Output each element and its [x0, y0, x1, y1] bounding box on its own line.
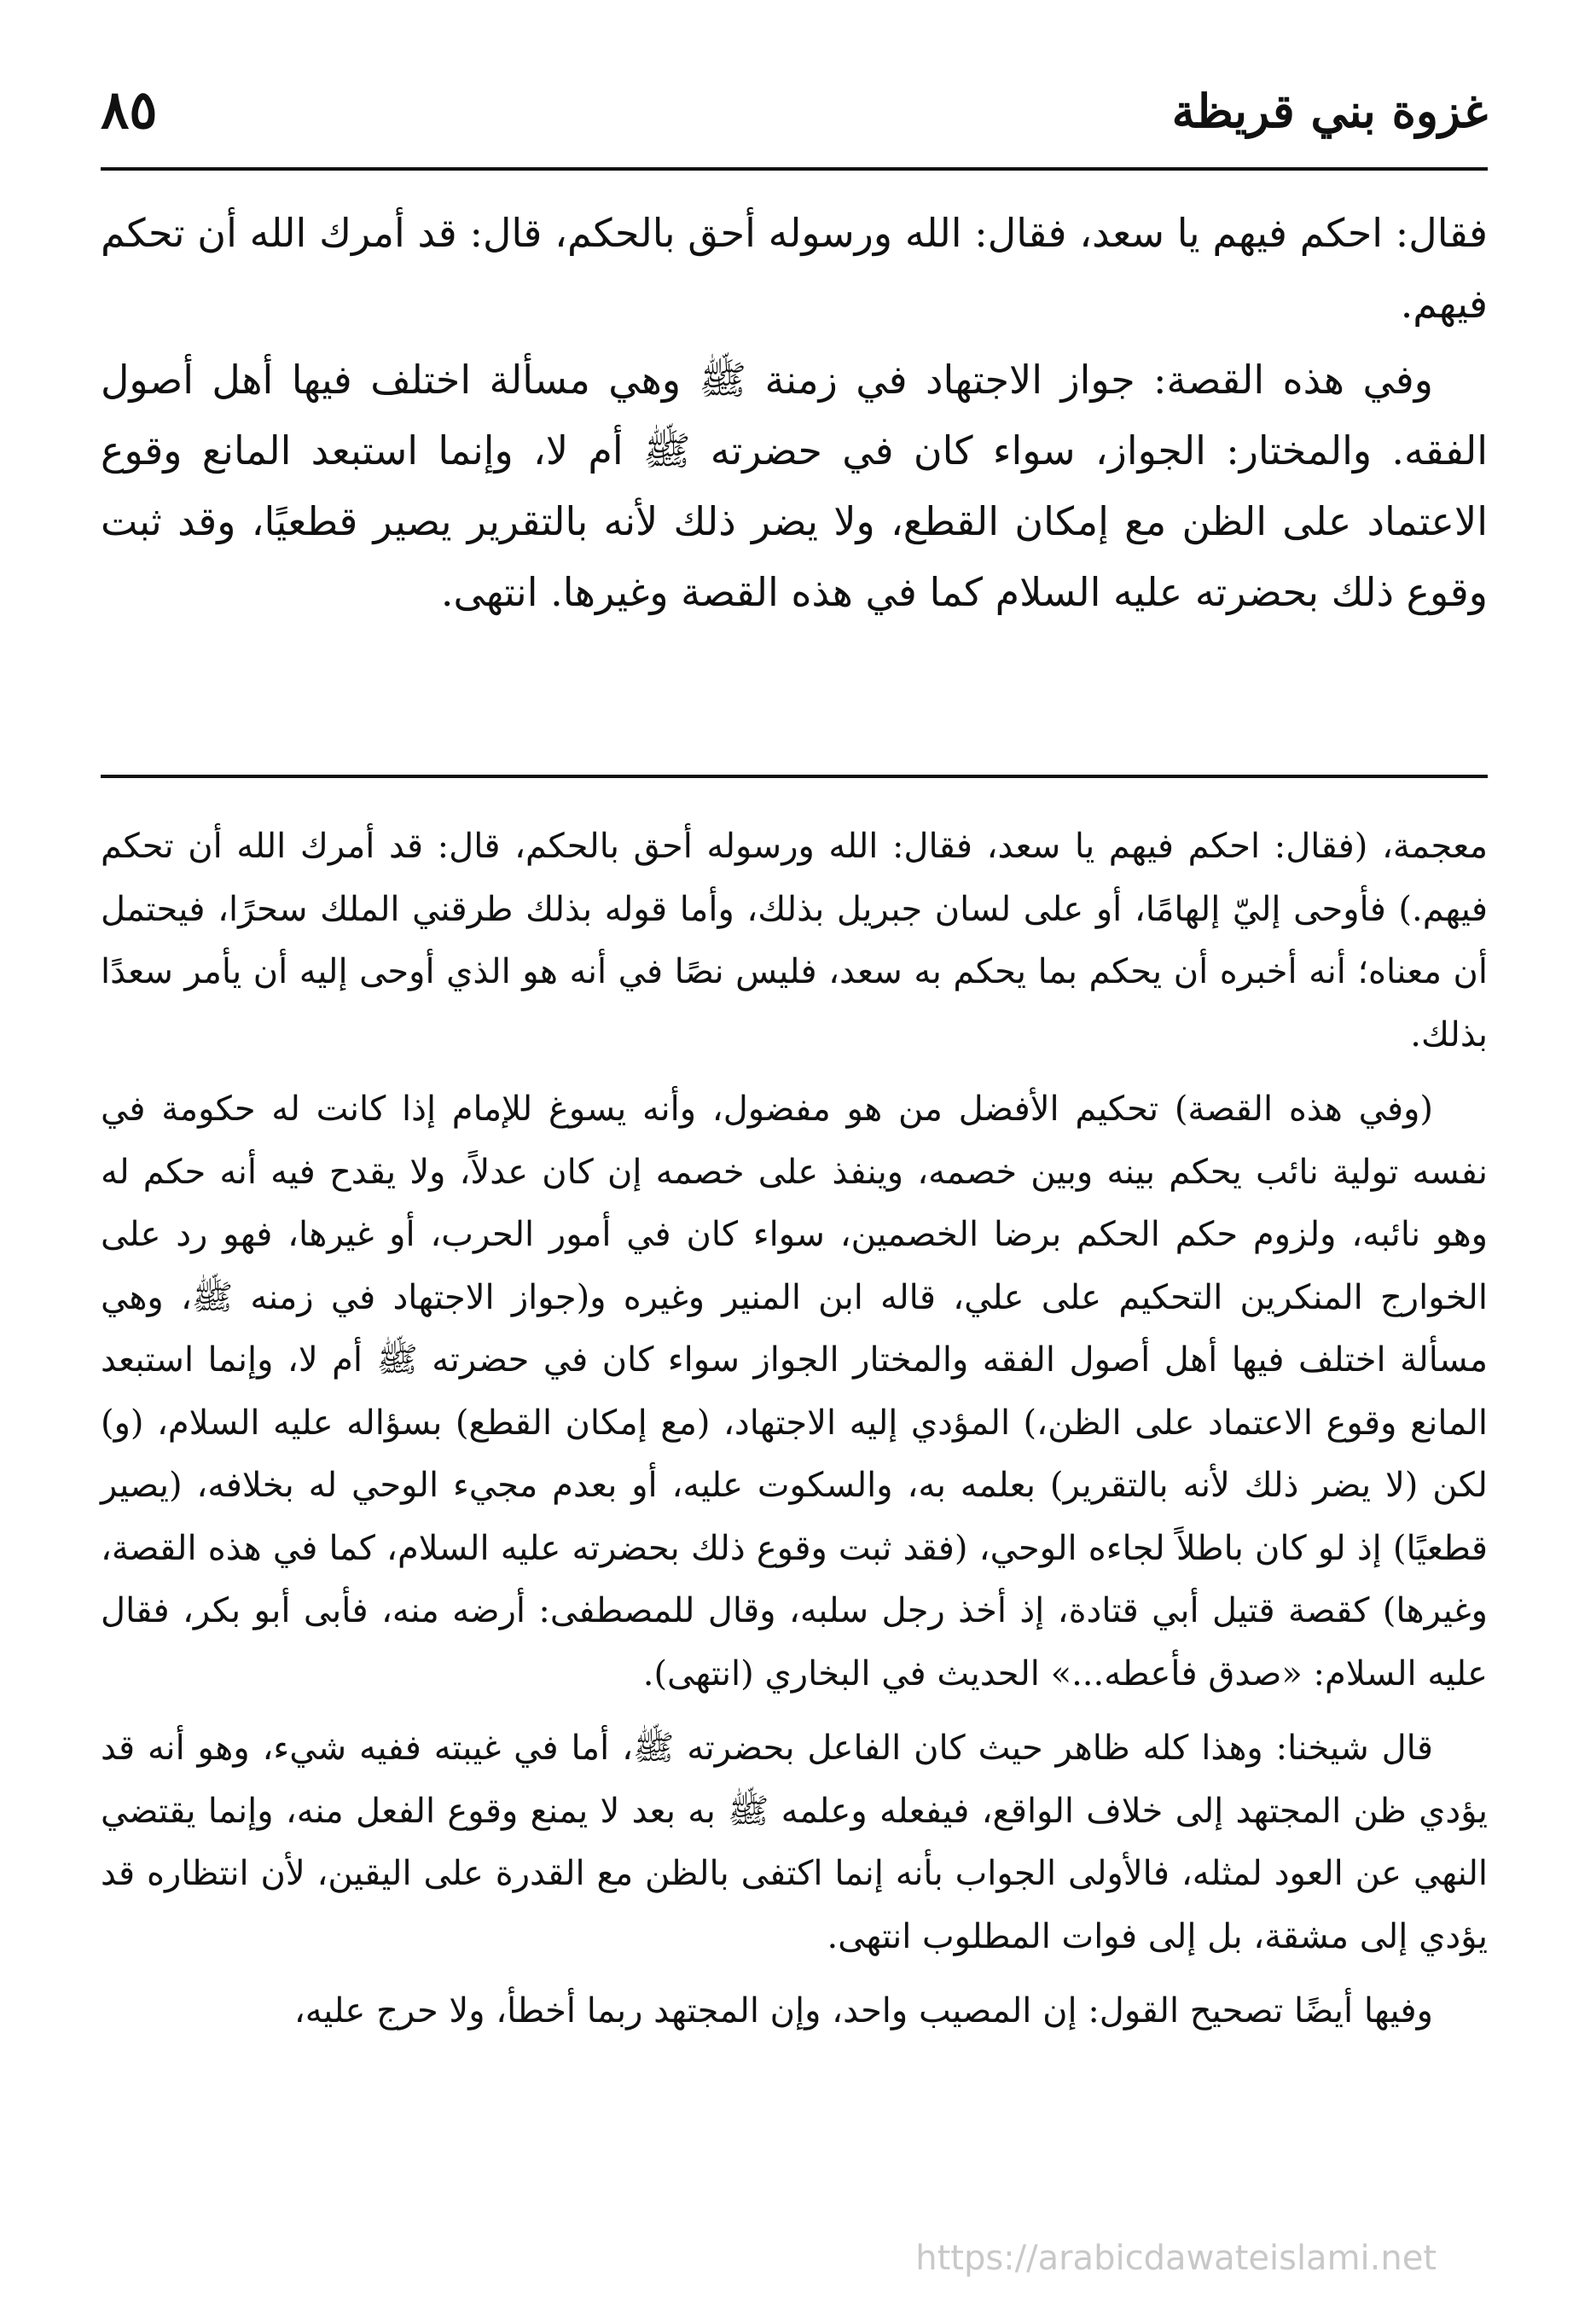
- watermark-url: https://arabicdawateislami.net: [915, 2239, 1437, 2278]
- page-number: ٨٥: [101, 78, 158, 141]
- commentary-paragraph: معجمة، (فقال: احكم فيهم يا سعد، فقال: الله ورسوله أحق بالحكم، قال: قد أمرك الله أن تحكم فيهم.) فأوحى إليّ إلهامًا، أو على لسان جبريل بذلك، وأما قوله بذلك طرقني الملك سحرًا، فيحتمل أن معناه؛ أنه أخبره أن يحكم بما يحكم به سعد، فليس نصًا في أنه هو الذي أوحى إليه أن يأمر سعدًا بذلك.: [101, 827, 1488, 1055]
- commentary-paragraph: وفيها أيضًا تصحيح القول: إن المصيب واحد، وإن المجتهد ربما أخطأ، ولا حرج عليه،: [293, 1991, 1433, 2031]
- commentary-paragraph: قال شيخنا: وهذا كله ظاهر حيث كان الفاعل بحضرته ﷺ، أما في غيبته ففيه شيء، وهو أنه قد يؤدي ظن المجتهد إلى خلاف الواقع، فيفعله وعلمه ﷺ به بعد لا يمنع وقوع الفعل منه، وإنما يقتضي النهي عن العود لمثله، فالأولى الجواب بأنه إنما اكتفى بالظن مع القدرة على اليقين، لأن انتظاره قد يؤدي إلى مشقة، بل إلى فوات المطلوب انتهى.: [101, 1728, 1488, 1956]
- main-paragraph: فقال: احكم فيهم يا سعد، فقال: الله ورسوله أحق بالحكم، قال: قد أمرك الله أن تحكم فيهم.: [101, 210, 1488, 327]
- page-header: [101, 78, 1488, 157]
- main-text: [101, 198, 1488, 628]
- commentary-divider: [101, 775, 1488, 778]
- running-title: غزوة بني قريظة: [1171, 84, 1488, 138]
- commentary-text: [101, 816, 1488, 2043]
- main-paragraph: وفي هذه القصة: جواز الاجتهاد في زمنة ﷺ وهي مسألة اختلف فيها أهل أصول الفقه. والمختار: الجواز، سواء كان في حضرته ﷺ أم لا، وإنما استبعد المانع وقوع الاعتماد على الظن مع إمكان القطع، ولا يضر ذلك لأنه بالتقرير يصير قطعيًا، وقد ثبت وقوع ذلك بحضرته عليه السلام كما في هذه القصة وغيرها. انتهى.: [101, 357, 1488, 615]
- header-divider: [101, 167, 1488, 171]
- commentary-paragraph: (وفي هذه القصة) تحكيم الأفضل من هو مفضول، وأنه يسوغ للإمام إذا كانت له حكومة في نفسه تولية نائب يحكم بينه وبين خصمه، وينفذ على خصمه إن كان عدلاً، ولا يقدح فيه أنه حكم له وهو نائبه، ولزوم حكم الحكم برضا الخصمين، سواء كان في أمور الحرب، أو غيرها، فهو رد على الخوارج المنكرين التحكيم على علي، قاله ابن المنير وغيره و(جواز الاجتهاد في زمنه ﷺ، وهي مسألة اختلف فيها أهل أصول الفقه والمختار الجواز سواء كان في حضرته ﷺ أم لا، وإنما استبعد المانع وقوع الاعتماد على الظن،) المؤدي إليه الاجتهاد، (مع إمكان القطع) بسؤاله عليه السلام، (و) لكن (لا يضر ذلك لأنه بالتقرير) بعلمه به، والسكوت عليه، أو بعدم مجيء الوحي له بخلافه، (يصير قطعيًا) إذ لو كان باطلاً لجاءه الوحي، (فقد ثبت وقوع ذلك بحضرته عليه السلام، كما في هذه القصة، وغيرها) كقصة قتيل أبي قتادة، إذ أخذ رجل سلبه، وقال للمصطفى: أرضه منه، فأبى أبو بكر، فقال عليه السلام: «صدق فأعطه...» الحديث في البخاري (انتهى).: [101, 1089, 1488, 1694]
